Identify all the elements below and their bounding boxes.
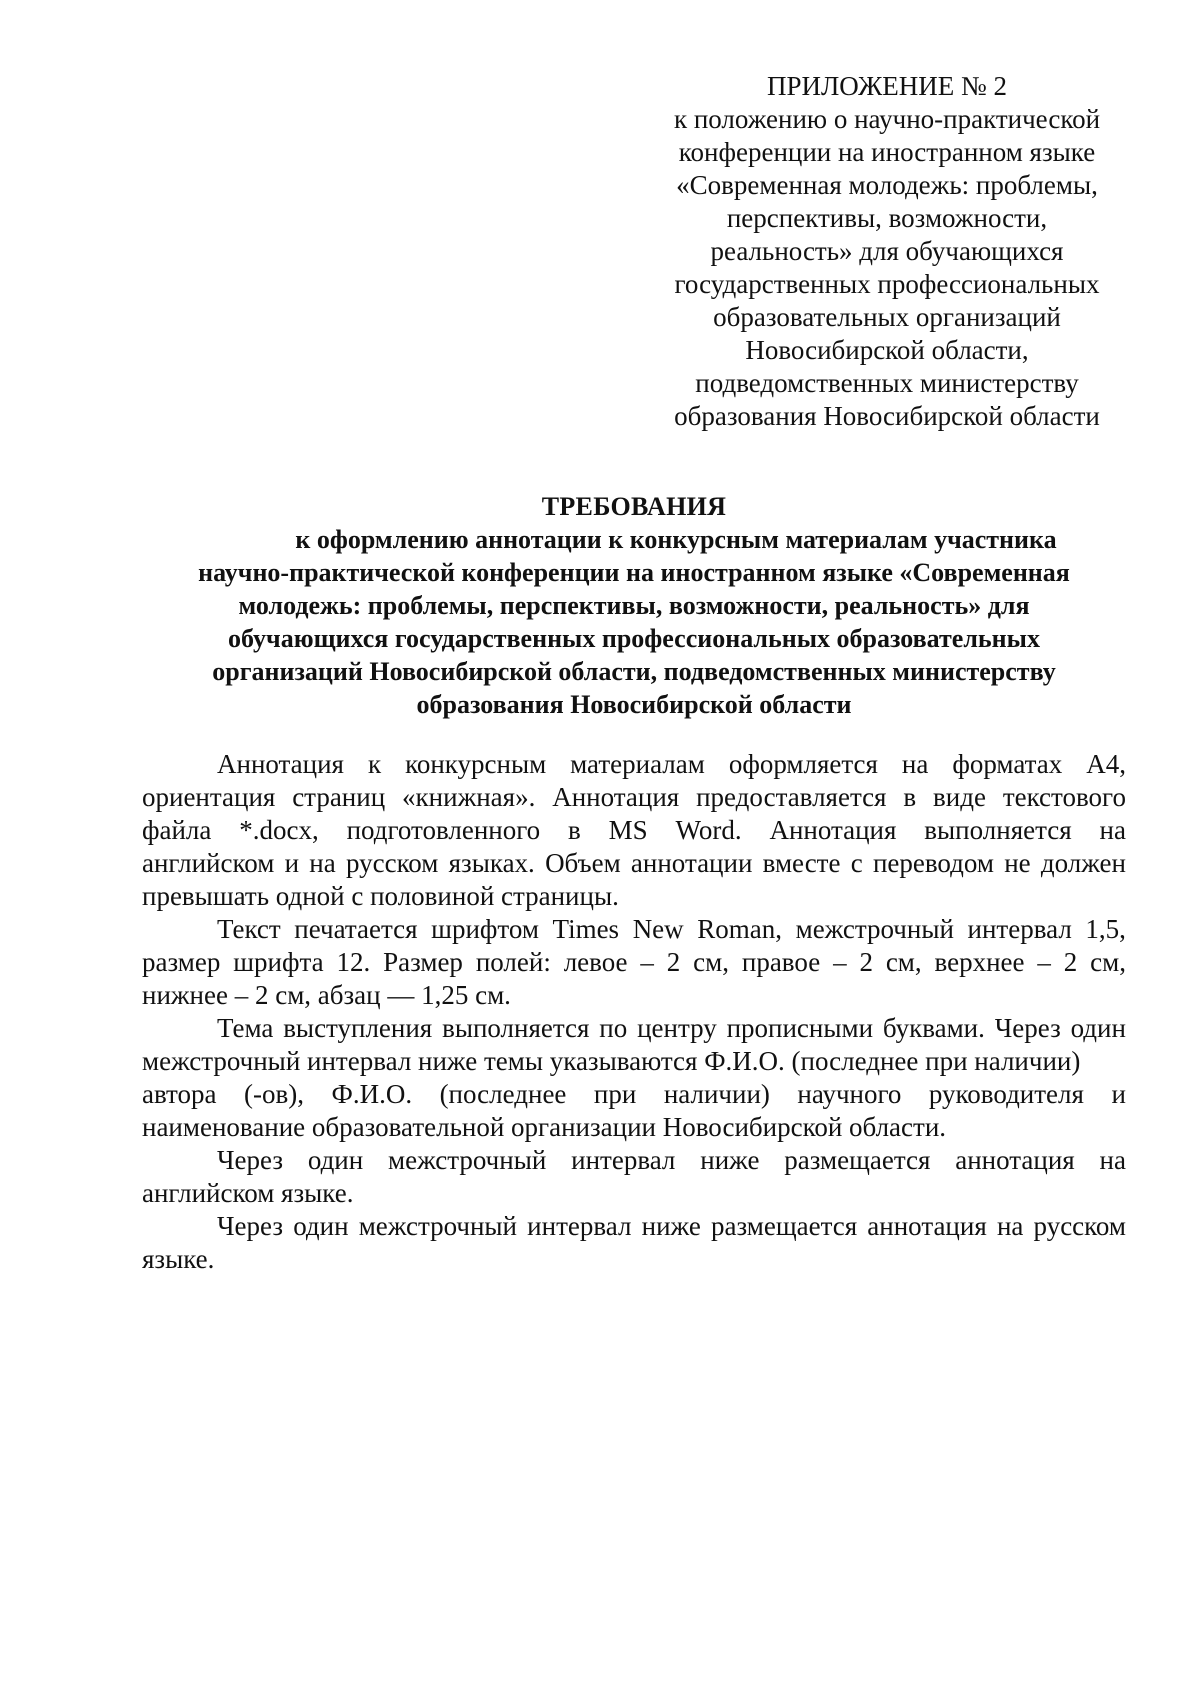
body-word: 2 [1063,947,1078,977]
body-line [142,748,1126,781]
body-word: Размер [383,947,463,977]
body-word: интервал [571,1145,676,1175]
title-subline: образования Новосибирской области [416,690,852,719]
body-word: – [1037,947,1051,977]
body-word: правое [741,947,821,977]
body-line: языке. [142,1244,215,1274]
body-word: см, [693,947,729,977]
appendix-line: образования Новосибирской области [674,401,1100,431]
body-word: вместе [762,848,841,878]
body-word: аннотации [630,848,753,878]
body-word: предоставляется [696,782,887,812]
body-word: аннотация [867,1211,987,1241]
body-word: межстрочный [358,1211,517,1241]
body-word: к [367,749,382,779]
body-word: один [1070,1013,1126,1043]
title-subline: молодежь: проблемы, перспективы, возможности, реальность» для [238,591,1030,620]
body-word: выступления [283,1013,433,1043]
body-line [142,1012,1126,1045]
body-word: автора [142,1079,217,1109]
body-line [142,847,1126,880]
body-word: Roman, [697,914,783,944]
body-word: руководителя [928,1079,1084,1109]
body-word: полей: [475,947,551,977]
body-word: левое [563,947,628,977]
body-word: научного [797,1079,902,1109]
body-word: Times [552,914,620,944]
body-word: шрифта [233,947,324,977]
document-title [142,490,1126,721]
body-word: см, [1090,947,1126,977]
body-word: на [1099,815,1126,845]
appendix-line: «Современная молодежь: проблемы, [676,170,1098,200]
body-word: размещается [710,1211,858,1241]
body-word: размер [142,947,221,977]
body-word: прописными [726,1013,874,1043]
body-word: в [568,815,581,845]
body-word: наличии) [663,1079,770,1109]
body-word: *.docx, [239,815,319,845]
body-word: не [1004,848,1031,878]
body-word: 1,5, [1085,914,1126,944]
body-word: материалам [570,749,705,779]
body-word: центру [637,1013,717,1043]
appendix-header [648,70,1126,433]
body-word: 2 [859,947,873,977]
body-line [142,1078,1126,1111]
body-word: Объем [545,848,621,878]
paragraph-font [142,913,1126,1012]
body-line: межстрочный интервал ниже темы указываются Ф.И.О. (последнее при наличии) [142,1046,1081,1076]
body-word: с [850,848,863,878]
title-heading: ТРЕБОВАНИЯ [541,492,727,521]
body-word: Текст [217,914,281,944]
body-word: Аннотация [217,749,344,779]
body-line [142,1144,1126,1177]
body-word: ориентация [142,782,276,812]
body-word: интервал [527,1211,632,1241]
appendix-line: Новосибирской области, [745,335,1029,365]
body-word: при [593,1079,637,1109]
body-word: Аннотация [552,782,680,812]
body-line [142,814,1126,847]
body-word: 12. [336,947,371,977]
body-word: и [284,848,300,878]
appendix-number: ПРИЛОЖЕНИЕ № 2 [766,71,1008,101]
body-word: «книжная». [402,782,536,812]
paragraph-russian [142,1210,1126,1276]
body-word: – [640,947,654,977]
body-word: А4, [1086,749,1126,779]
body-word: выполняется [442,1013,590,1043]
title-subline: к оформлению аннотации к конкурсным материалам участника [295,525,1057,554]
body-word: на [996,1211,1024,1241]
body-word: (последнее [439,1079,567,1109]
body-word: Через [217,1211,284,1241]
body-word: файла [142,815,212,845]
appendix-line: конференции на иностранном языке [678,137,1096,167]
body-word: русском [345,848,439,878]
body-word: New [632,914,684,944]
body-line [142,946,1126,979]
body-line [142,1210,1126,1243]
body-word: межстрочный [795,914,954,944]
paragraph-english [142,1144,1126,1210]
body-line [142,781,1126,814]
body-word: русском [1033,1211,1126,1241]
body-word: Word. [675,815,742,845]
body-word: Тема [217,1013,274,1043]
body-word: английском [142,848,275,878]
body-word: размещается [784,1145,931,1175]
body-word: один [293,1211,349,1241]
body-line: превышать одной с половиной страницы. [142,881,619,911]
paragraph-topic [142,1012,1126,1144]
appendix-line: государственных профессиональных [674,269,1100,299]
body-word: буквами. [882,1013,985,1043]
body-word: шрифтом [431,914,539,944]
body-line: нижнее – 2 см, абзац — 1,25 см. [142,980,511,1010]
body-word: подготовленного [346,815,541,845]
appendix-line: перспективы, возможности, [726,203,1048,233]
body-line: наименование образовательной организации Новосибирской области. [142,1112,947,1142]
appendix-line: реальность» для обучающихся [710,236,1064,266]
body-word: Аннотация [769,815,897,845]
body-word: Через [217,1145,284,1175]
title-subline: научно-практической конференции на иностранном языке «Современная [198,558,1070,587]
title-subline: организаций Новосибирской области, подведомственных министерству [212,657,1056,686]
body-word: ниже [700,1145,760,1175]
body-word: (-ов), [244,1079,304,1109]
body-word: текстового [1002,782,1126,812]
body-word: межстрочный [388,1145,547,1175]
body-word: переводом [872,848,994,878]
title-subline: обучающихся государственных профессиональных образовательных [228,624,1040,653]
body-word: ниже [641,1211,701,1241]
appendix-line: к положению о научно-практической [673,104,1101,134]
body-word: на [901,749,929,779]
body-word: на [309,848,336,878]
body-word: на [1099,1145,1126,1175]
body-line: английском языке. [142,1178,354,1208]
paragraph-format [142,748,1126,913]
appendix-line: образовательных организаций [713,302,1061,332]
body-word: по [599,1013,628,1043]
document-body [142,748,1126,1276]
body-word: языках. [448,848,535,878]
body-word: и [1111,1079,1126,1109]
body-word: – [833,947,847,977]
body-word: Через [994,1013,1061,1043]
body-word: в [903,782,917,812]
body-word: выполняется [924,815,1072,845]
body-word: печатается [294,914,418,944]
appendix-line: подведомственных министерству [695,368,1079,398]
body-word: см, [885,947,922,977]
body-line [142,913,1126,946]
body-word: страниц [292,782,386,812]
body-word: конкурсным [405,749,547,779]
body-word: форматах [952,749,1063,779]
body-word: Ф.И.О. [331,1079,413,1109]
body-word: один [307,1145,364,1175]
body-word: оформляется [728,749,878,779]
body-word: 2 [666,947,681,977]
body-word: должен [1040,848,1126,878]
body-word: аннотация [955,1145,1075,1175]
body-word: MS [608,815,648,845]
body-word: виде [933,782,986,812]
body-word: интервал [967,914,1072,944]
body-word: верхнее [934,947,1025,977]
